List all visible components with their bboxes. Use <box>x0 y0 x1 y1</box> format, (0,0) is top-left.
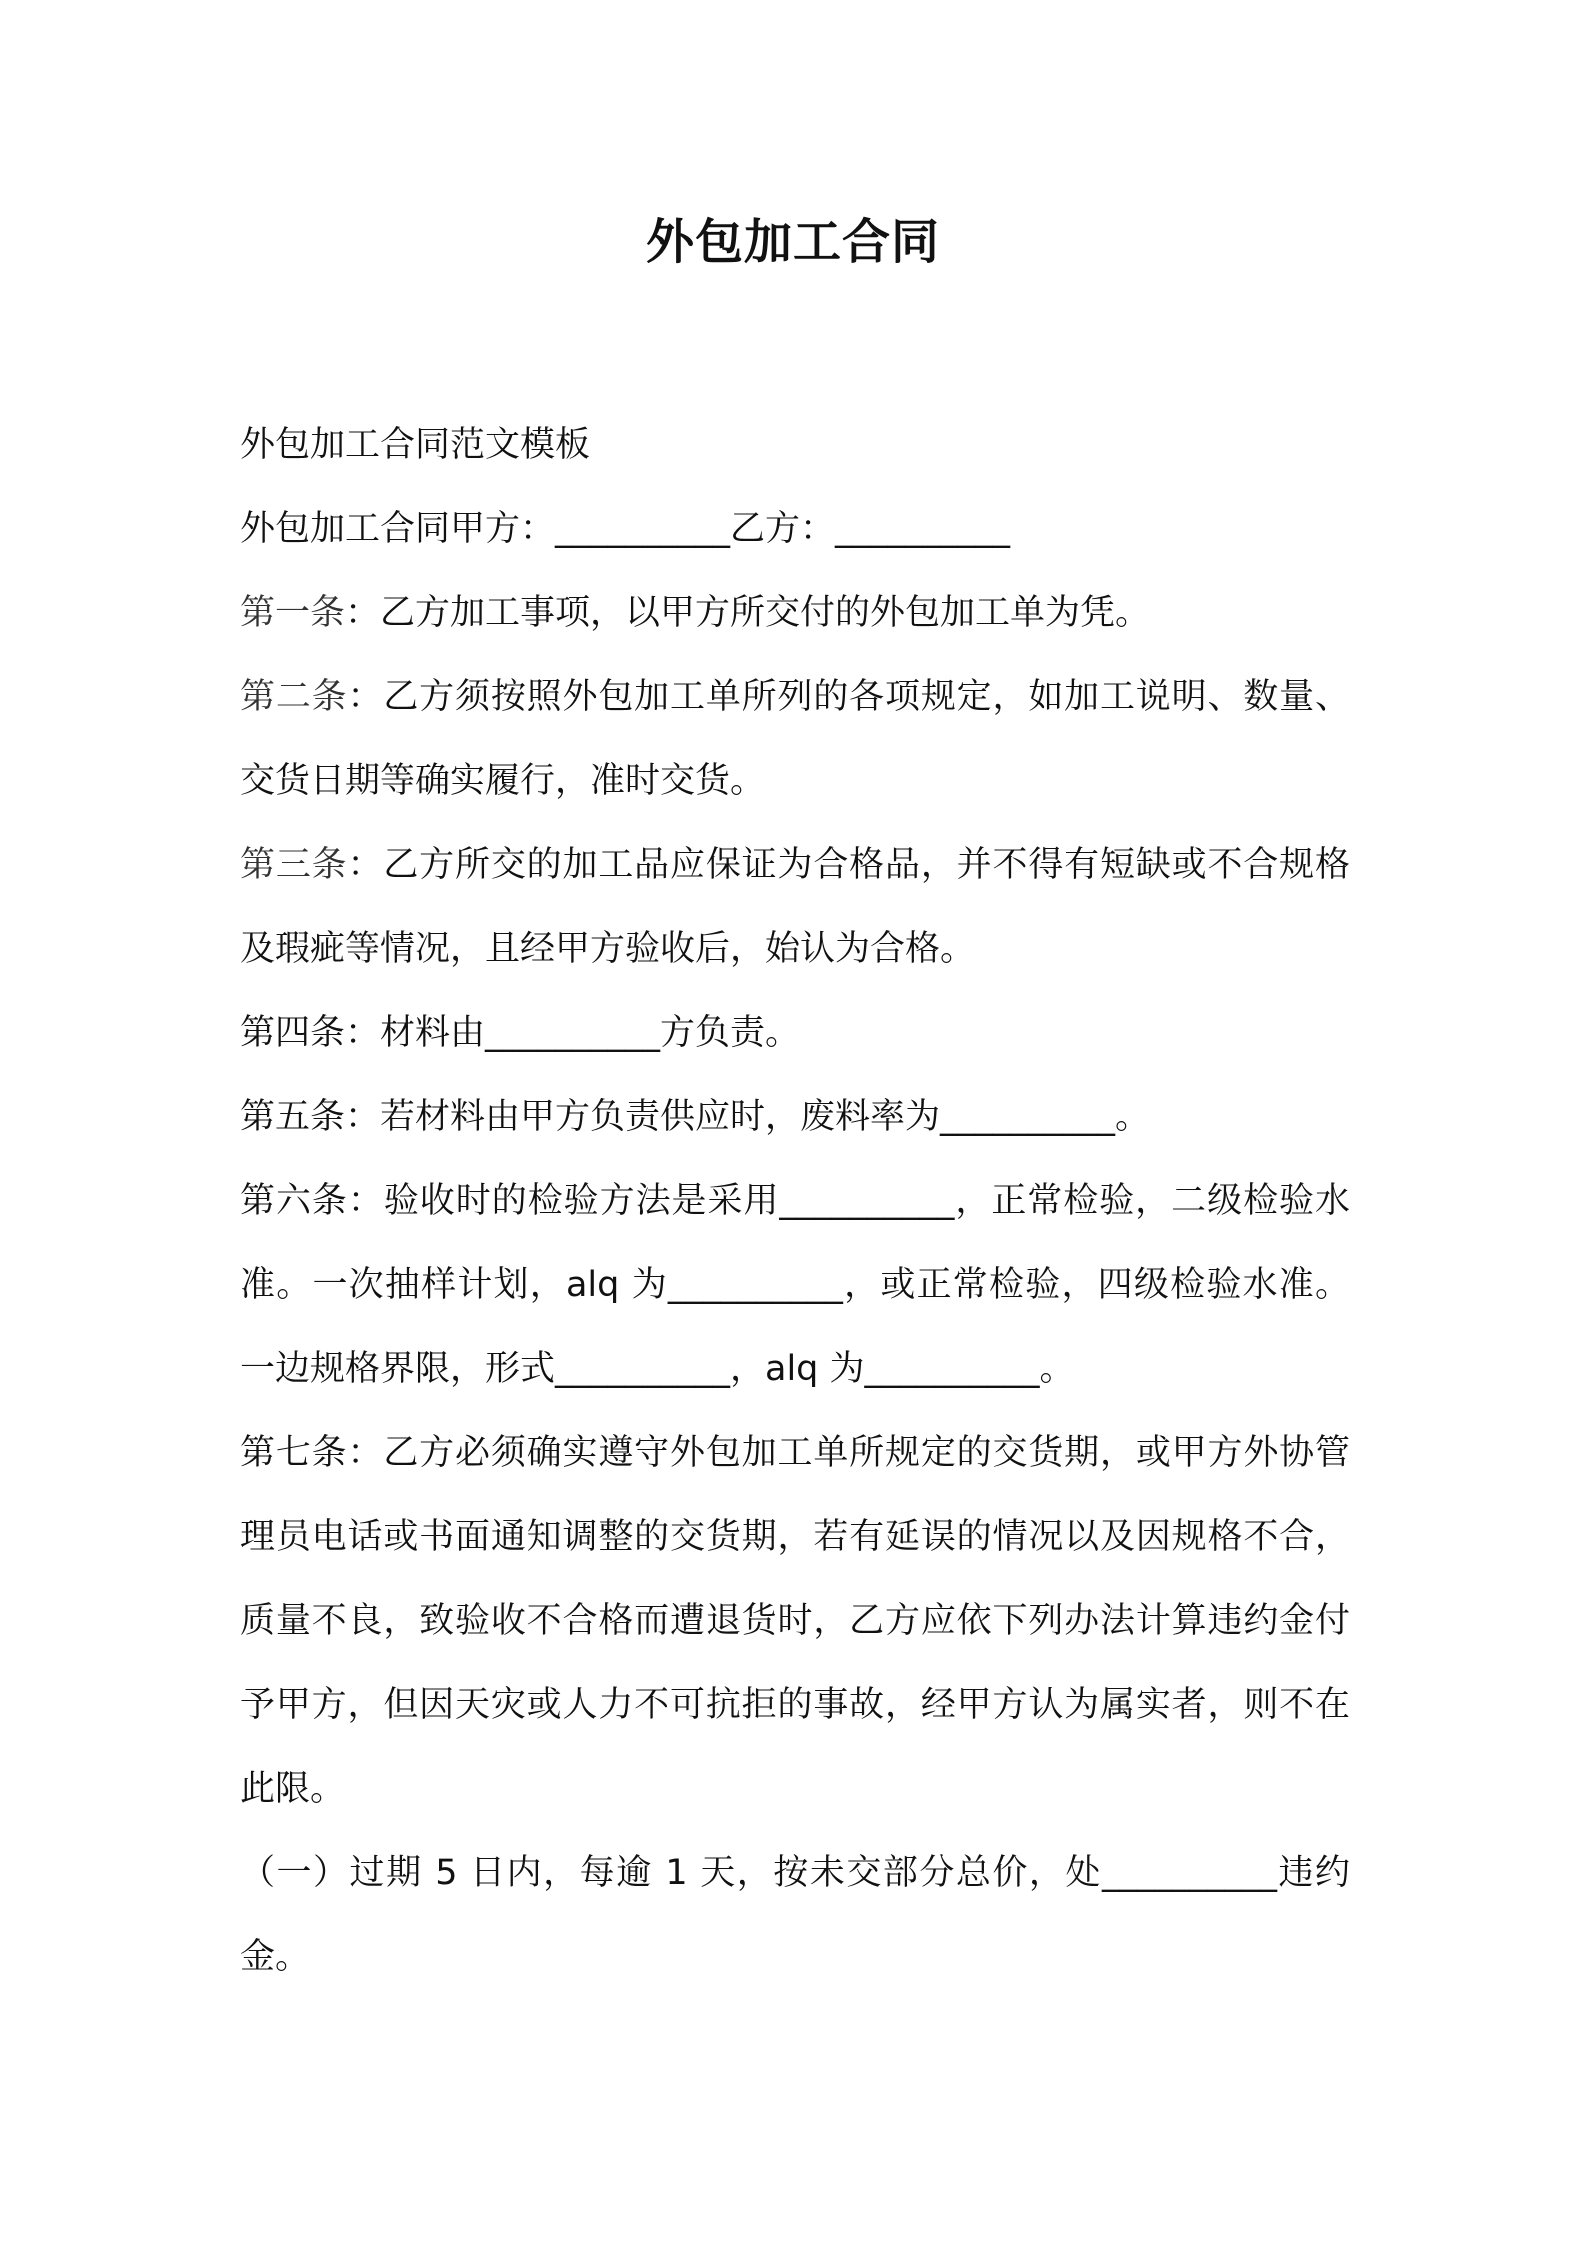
paragraph-text: 外包加工合同范文模板 <box>240 425 591 465</box>
clause-7 <box>240 1411 1350 1831</box>
clause-text: ：乙方所交的加工品应保证为合格品，并不得有短缺或不合规格及瑕疵等情况，且经甲方验收后，始认为合格。 <box>240 845 1350 969</box>
paragraph-subtitle <box>240 403 1350 487</box>
clause-text: 第四条：材料由__________方负责。 <box>240 1013 801 1053</box>
paragraph-parties <box>240 487 1350 571</box>
clause-text: （一）过期 5 日内，每逾 1 天，按未交部分总价，处__________违约金。 <box>240 1853 1350 1977</box>
clause-6 <box>240 1159 1350 1411</box>
paragraph-text: 外包加工合同甲方：__________乙方：__________ <box>240 509 1011 549</box>
clause-text: ：乙方加工事项，以甲方所交付的外包加工单为凭。 <box>345 593 1151 633</box>
clause-text: 第七条：乙方必须确实遵守外包加工单所规定的交货期，或甲方外协管理员电话或书面通知调整的交货期，若有延误的情况以及因规格不合，质量不良，致验收不合格而遭退货时，乙方应依下列办法计算违约金付予甲方，但因天灾或人力不可抗拒的事故，经甲方认为属实者，则不在此限。 <box>240 1433 1350 1809</box>
clause-7-item-1 <box>240 1831 1350 1999</box>
document-title: 外包加工合同 <box>645 214 940 270</box>
clause-label: 第二条 <box>240 677 348 717</box>
clause-2 <box>240 655 1350 823</box>
clause-4 <box>240 991 1350 1075</box>
clause-text: 第六条：验收时的检验方法是采用__________，正常检验，二级检验水准。一次抽样计划，alq 为__________，或正常检验，四级检验水准。一边规格界限，形式__________，alq 为__________。 <box>240 1181 1350 1389</box>
clause-label: 第三条 <box>240 845 348 885</box>
clause-text: 第五条：若材料由甲方负责供应时，废料率为__________。 <box>240 1097 1151 1137</box>
document-body <box>240 403 1350 1999</box>
clause-3 <box>240 823 1350 991</box>
clause-5 <box>240 1075 1350 1159</box>
clause-label: 第一条 <box>240 593 346 633</box>
clause-1 <box>240 571 1350 655</box>
clause-text: ：乙方须按照外包加工单所列的各项规定，如加工说明、数量、交货日期等确实履行，准时交货。 <box>240 677 1350 801</box>
